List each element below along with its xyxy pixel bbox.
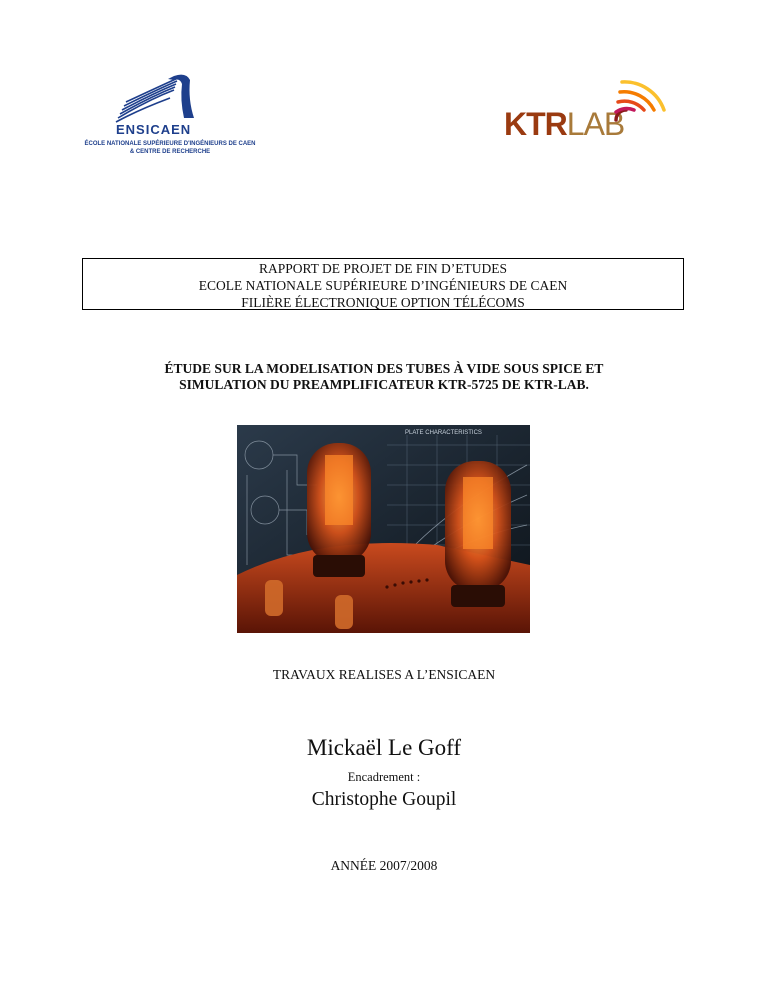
report-title-box [82,258,684,310]
vacuum-tube-amplifier-photo-icon [237,425,530,633]
ktrlab-wordmark-ktr: KTR [504,106,567,142]
report-title-line3: FILIÈRE ÉLECTRONIQUE OPTION TÉLÉCOMS [241,295,525,310]
study-title [60,361,708,393]
ktrlab-wordmark-lab: LAB [566,106,625,142]
ensicaen-subtitle [82,140,258,156]
study-title-line1: ÉTUDE SUR LA MODELISATION DES TUBES À VIDE SOUS SPICE ET [164,361,604,376]
ensicaen-subtitle-line1: ÉCOLE NATIONALE SUPÉRIEURE D'INGÉNIEURS DE CAEN [84,141,256,147]
report-title-line2: ECOLE NATIONALE SUPÉRIEURE D’INGÉNIEURS DE CAEN [198,278,568,293]
author-name: Mickaël Le Goff [306,735,462,760]
plate-characteristics-label: PLATE CHARACTERISTICS [405,430,482,436]
academic-year: ANNÉE 2007/2008 [330,858,438,873]
ensicaen-name: ENSICAEN [116,122,192,137]
ktrlab-logo [490,70,680,170]
works-location: TRAVAUX REALISES A L’ENSICAEN [272,667,496,682]
cover-photo [237,425,530,633]
ensicaen-subtitle-line2: & CENTRE DE RECHERCHE [129,149,211,155]
ensicaen-logo [78,70,258,180]
ktrlab-waves-icon [610,74,670,134]
supervision-label: Encadrement : [347,770,421,784]
study-title-line2: SIMULATION DU PREAMPLIFICATEUR KTR-5725 DE KTR-LAB. [179,377,589,392]
supervisor-name: Christophe Goupil [311,789,457,810]
ensicaen-swan-icon [78,70,258,130]
report-title-line1: RAPPORT DE PROJET DE FIN D’ETUDES [258,261,508,276]
ktrlab-wordmark [504,104,624,144]
